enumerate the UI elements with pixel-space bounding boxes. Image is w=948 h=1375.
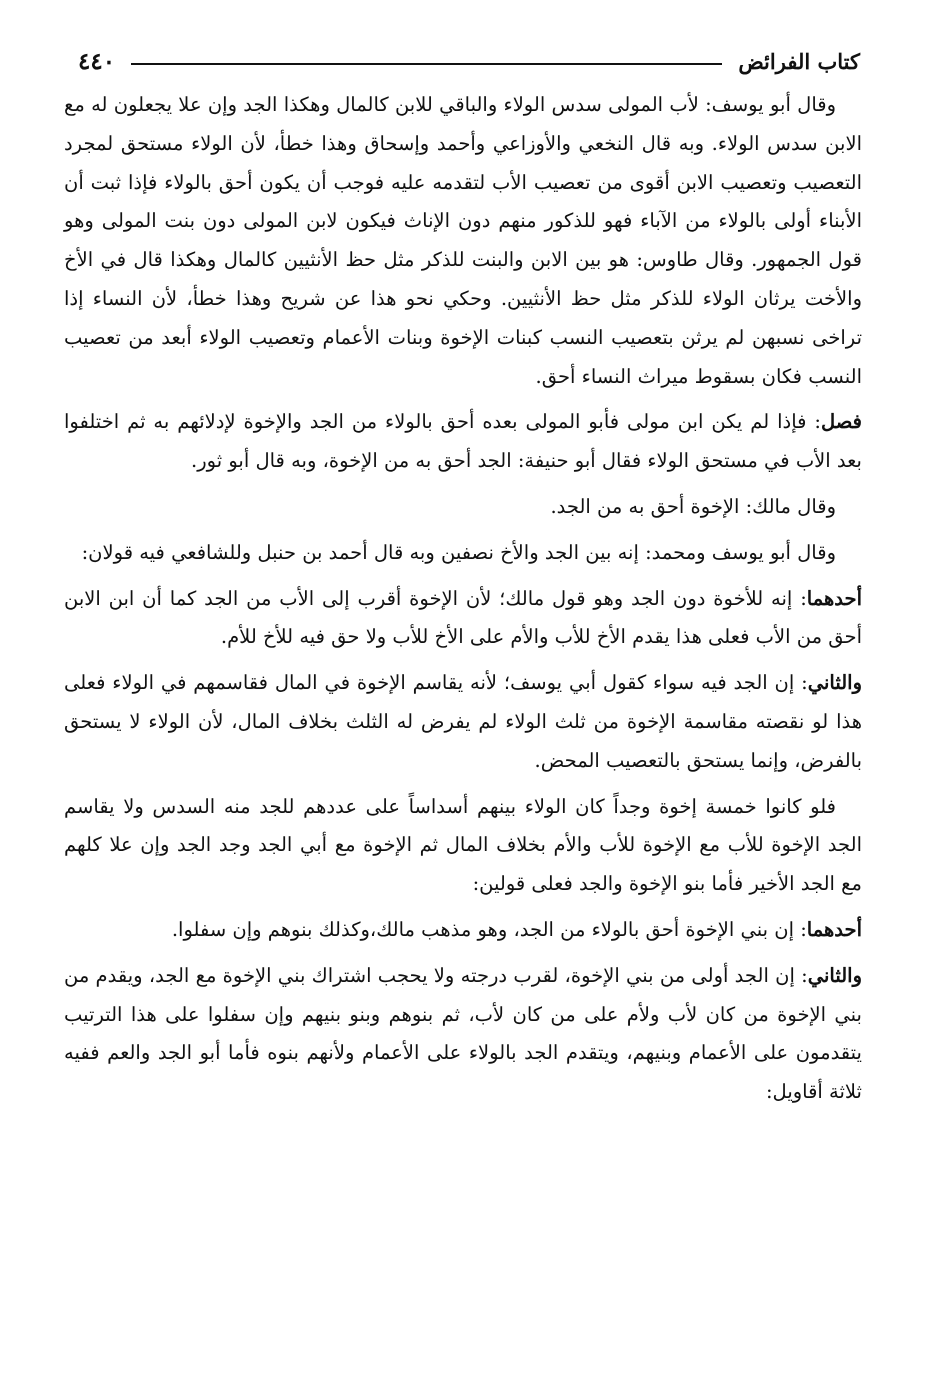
paragraph-text: وقال مالك: الإخوة أحق به من الجد. [550, 494, 836, 518]
paragraph-text: : إن بني الإخوة أحق بالولاء من الجد، وهو مذهب مالك،وكذلك بنوهم وإن سفلوا. [171, 917, 807, 941]
paragraph-text: فلو كانوا خمسة إخوة وجداً كان الولاء بينهم أسداساً على عددهم للجد منه السدس ولا يقاسم الجد الإخوة للأب مع الإخوة للأب والأم بخلاف المال ثم الإخوة مع أبي الجد وجد الجد وإن علا كلهم مع الجد الأخير فأما بنو الإخوة والجد فعلى قولين: [64, 794, 862, 896]
page-body [64, 86, 862, 1119]
paragraph-text: : إنه للأخوة دون الجد وهو قول مالك؛ لأن الإخوة أقرب إلى الأب من الجد كما أن ابن الابن أحق من الأب فعلى هذا يقدم الأخ للأب والأم على الأخ للأب ولا حق فيه للأخ للأم. [64, 586, 862, 649]
paragraph-3 [64, 488, 862, 527]
book-title: كتاب الفرائض [738, 48, 860, 74]
paragraph-lead: أحدهما [806, 917, 862, 941]
paragraph-7 [64, 788, 862, 904]
paragraph-2 [64, 403, 862, 481]
page-header [78, 38, 860, 84]
paragraph-8 [64, 911, 862, 950]
paragraph-lead: فصل [821, 410, 862, 434]
paragraph-lead: أحدهما [806, 586, 862, 610]
paragraph-4 [64, 534, 862, 573]
paragraph-text: وقال أبو يوسف: لأب المولى سدس الولاء والباقي للابن كالمال وهكذا الجد وإن علا يجعلون له مع الابن سدس الولاء. وبه قال النخعي والأوزاعي وأحمد وإسحاق وهذا خطأ، لأن الولاء مستحق لمجرد التعصيب وتعصيب الابن أقوى من تعصيب الأب لتقدمه عليه فوجب أن يكون أحق بالولاء فإذا ثبت أن الأبناء أولى بالولاء من الآباء فهو للذكور منهم دون الإناث فيكون لابن المولى دون بنت المولى وهو قول الجمهور. وقال طاوس: هو بين الابن والبنت للذكر مثل حظ الأنثيين كالمال وهكذا قال في الأخ والأخت يرثان الولاء للذكر مثل حظ الأنثيين. وحكي نحو هذا عن شريح وهذا خطأ، لأن النساء إذا تراخى نسبهن لم يرثن بتعصيب النسب كبنات الإخوة وبنات الأعمام وتعصيب الولاء أبعد من تعصيب النسب فكان بسقوط ميراث النساء أحق. [64, 93, 862, 388]
paragraph-9 [64, 957, 862, 1112]
paragraph-5 [64, 580, 862, 658]
paragraph-text: : إن الجد فيه سواء كقول أبي يوسف؛ لأنه يقاسم الإخوة في المال فقاسمهم في الولاء فعلى هذا لو نقصته مقاسمة الإخوة من ثلث الولاء لم يفرض له الثلث بخلاف المال، لأن الولاء لا يستحق بالفرض، وإنما يستحق بالتعصيب المحض. [64, 671, 863, 772]
paragraph-text: : إن الجد أولى من بني الإخوة، لقرب درجته ولا يحجب اشتراك بني الإخوة مع الجد، ويقدم من بني الإخوة من كان لأب ولأم على من كان لأب، ثم بنوهم وبنو بنيهم وإن سفلوا على هذا الترتيب يتقدمون على الأعمام وبنيهم، ويتقدم الجد بالولاء على الأعمام ولأنهم بنوه فأما أبو الجد والعم ففيه ثلاثة أقاويل: [64, 963, 862, 1104]
paragraph-text: : فإذا لم يكن ابن مولى فأبو المولى بعده أحق بالولاء من الجد والإخوة لإدلائهم به ثم اختلفوا بعد الأب في مستحق الولاء فقال أبو حنيفة: الجد أحق به من الإخوة، وبه قال أبو ثور. [64, 410, 862, 473]
paragraph-text: وقال أبو يوسف ومحمد: إنه بين الجد والأخ نصفين وبه قال أحمد بن حنبل وللشافعي فيه قولان: [81, 540, 836, 564]
paragraph-6 [64, 664, 862, 780]
page-number: ٤٤٠ [78, 47, 116, 75]
paragraph-1 [64, 86, 862, 396]
paragraph-lead: والثاني [807, 671, 862, 695]
header-rule [131, 63, 722, 65]
paragraph-lead: والثاني [807, 963, 862, 987]
